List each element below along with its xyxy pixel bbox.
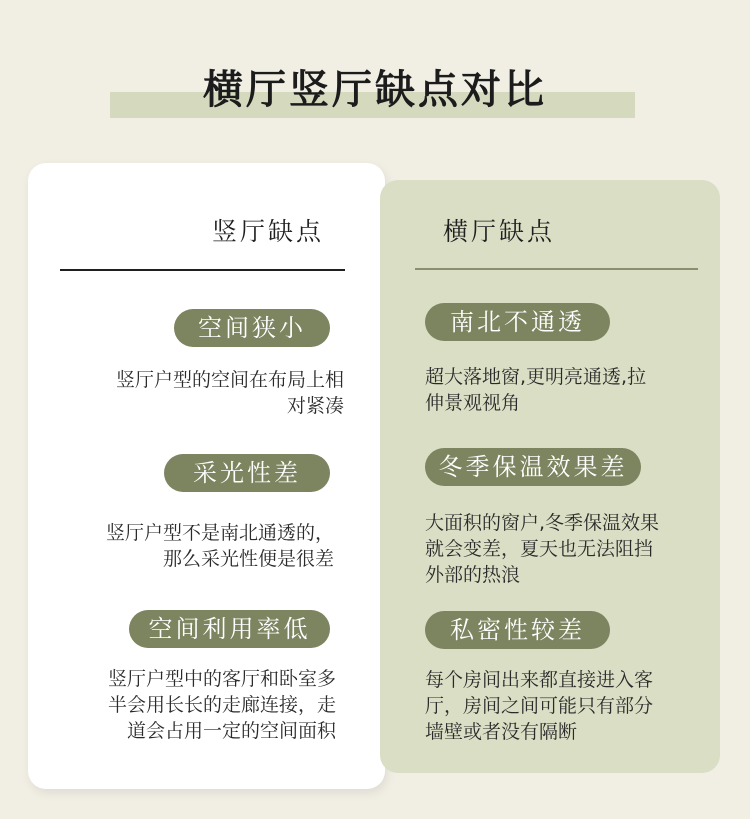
title-area xyxy=(0,0,750,130)
left-desc-3 xyxy=(40,666,336,744)
desc-line: 墙壁或者没有隔断 xyxy=(425,721,578,743)
left-tag-3: 空间利用率低 xyxy=(129,610,330,648)
desc-line: 竖厅户型不是南北通透的， xyxy=(105,522,334,544)
vertical-hall-heading: 竖厅缺点 xyxy=(211,217,324,246)
left-tag-2: 采光性差 xyxy=(164,454,330,492)
desc-line: 道会占用一定的空间面积 xyxy=(126,720,336,742)
desc-line: 大面积的窗户,冬季保温效果 xyxy=(425,512,660,534)
desc-line: 每个房间出来都直接进入客 xyxy=(425,669,654,691)
right-desc-3 xyxy=(425,667,715,745)
desc-line: 就会变差，夏天也无法阻挡 xyxy=(425,538,654,560)
desc-line: 厅，房间之间可能只有部分 xyxy=(425,695,654,717)
desc-line: 超大落地窗,更明亮通透,拉 xyxy=(425,366,647,388)
desc-line: 半会用长长的走廊连接，走 xyxy=(107,694,336,716)
right-desc-1 xyxy=(425,364,715,416)
page-title: 横厅竖厅缺点对比 xyxy=(203,67,547,113)
left-tag-1: 空间狭小 xyxy=(174,309,330,347)
right-desc-2 xyxy=(425,510,715,588)
desc-line: 外部的热浪 xyxy=(425,564,521,586)
right-heading-rule xyxy=(415,268,698,270)
horizontal-hall-heading: 横厅缺点 xyxy=(443,217,556,246)
desc-line: 伸景观视角 xyxy=(425,392,521,414)
desc-line: 竖厅户型的空间在布局上相 xyxy=(115,369,344,391)
right-tag-1: 南北不通透 xyxy=(425,303,610,341)
left-desc-2 xyxy=(40,520,334,572)
left-desc-1 xyxy=(50,367,344,419)
right-tag-2: 冬季保温效果差 xyxy=(425,448,641,486)
left-heading-rule xyxy=(60,269,345,271)
desc-line: 竖厅户型中的客厅和卧室多 xyxy=(107,668,336,690)
right-tag-3: 私密性较差 xyxy=(425,611,610,649)
desc-line: 对紧凑 xyxy=(286,395,344,417)
desc-line: 那么采光性便是很差 xyxy=(162,548,334,570)
